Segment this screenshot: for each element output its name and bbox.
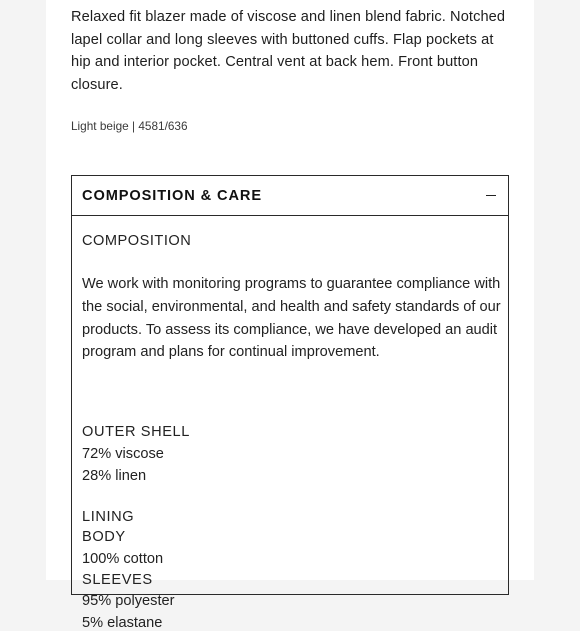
compliance-statement: We work with monitoring programs to guarantee compliance with the social, environmental, and health and safety standards of our products. To assess its compliance, we have developed an audit program and plans for continual improvement. xyxy=(82,276,501,361)
composition-care-accordion xyxy=(71,175,509,631)
composition-heading: COMPOSITION xyxy=(82,233,192,249)
outer-shell-item: 72% viscose xyxy=(82,446,164,462)
accordion-title: COMPOSITION & CARE xyxy=(82,188,262,204)
outer-shell-label: OUTER SHELL xyxy=(82,424,190,440)
minus-icon[interactable] xyxy=(486,195,496,196)
lining-sleeves-item: 5% elastane xyxy=(82,615,163,631)
lining-label: LINING xyxy=(82,509,135,525)
lining-sleeves-item: 95% polyester xyxy=(82,593,175,609)
lining-body-label: BODY xyxy=(82,529,126,545)
product-detail-panel xyxy=(46,0,534,631)
outer-shell-item: 28% linen xyxy=(82,468,147,484)
color-reference: Light beige | 4581/636 xyxy=(71,119,188,133)
accordion-header[interactable] xyxy=(72,176,508,216)
product-description: Relaxed fit blazer made of viscose and linen blend fabric. Notched lapel collar and long sleeves with buttoned cuffs. Flap pockets at hip and interior pocket. Central vent at back hem. Front button closure. xyxy=(71,9,506,93)
lining-body-item: 100% cotton xyxy=(82,551,164,567)
lining-sleeves-label: SLEEVES xyxy=(82,572,153,588)
